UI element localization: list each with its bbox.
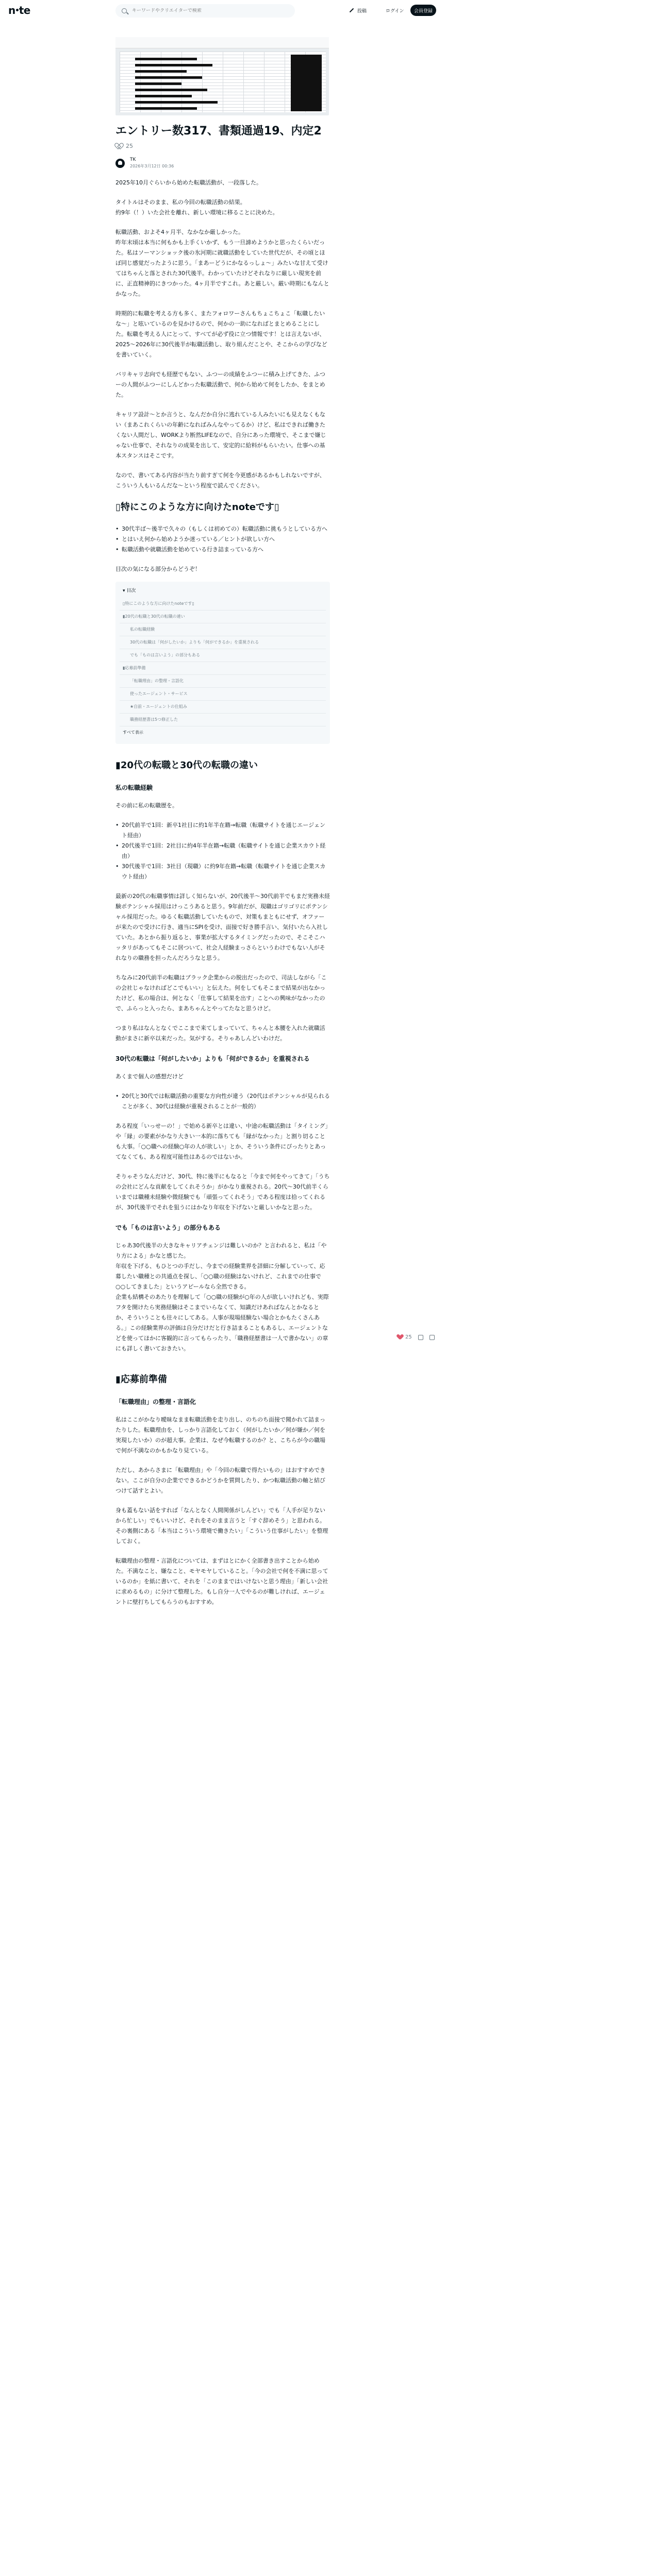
paragraph: その前に私の転職歴を。 — [115, 802, 178, 809]
intro-paragraph: 転職活動、およそ4ヶ月半、なかなか厳しかった。 昨年末頃は本当に何もかも上手くいかず、もう一旦諦めようかと思ったくらいだった。私はソーマンショック後の氷河期に就職活動をしていた世代だが、その頃とほぼ同じ感覚だったように思う。「まあーどうにかなるっしょ～」みたいな甘えて受けてはちゃんと落とされた30代後半。わかっていたけどそれなりに厳しい現実を前に、正直精神的にきつかった。4ヶ月半ですこれ。あと厳しい。厳い時期にもなんとかなった。 — [115, 229, 329, 297]
paragraph: あくまで個人の感想だけど — [115, 1073, 184, 1080]
author-info[interactable] — [115, 157, 174, 169]
toc-lead: 目次の気になる部分からどうぞ！ — [115, 566, 201, 572]
paragraph: 身も蓋もない話をすれば「なんとなく人間関係がしんどい」でも「人手が足りないから忙しい」でもいいけど、それをそのまま言うと「すぐ辞めそう」と思われる。その裏側にある「本当はこういう環境で働きたい」「こういう仕事がしたい」を整理しておく。 — [115, 1507, 328, 1545]
intro-paragraph: 2025年10月ぐらいから始めた転職活動が、一段落した。 — [115, 179, 262, 186]
search-icon — [122, 8, 127, 13]
paragraph: 転職理由の整理・言語化については、まずはとにかく全部書き出すことから始めた。不満なこと、嫌なこと、モヤモヤしていること。「今の会社で何を不満に思っているのか」を紙に書いて、それを「このままではいけないと思う理由」「新しい会社に求めるもの」に分けて整理した。もし自分一人でやるのが難しければ、エージェントに壁打ちしてもらうのもおすすめ。 — [115, 1557, 328, 1605]
heart-icon — [397, 1334, 403, 1340]
target-heading: ▯特にこのような方に向けたnoteです▯ — [115, 502, 279, 513]
section-heading: ▮応募前準備 — [115, 1374, 167, 1385]
floating-like-count: 25 — [405, 1334, 412, 1340]
signup-button[interactable]: 会員登録 — [410, 5, 436, 16]
toc-title[interactable]: ▾ 目次 — [123, 588, 136, 594]
list-item: • 20代後半で1回：2社目に約4年半在籍→転職（転職サイトを通じ企業スカウト経由） — [115, 841, 330, 861]
site-header — [0, 0, 662, 21]
paragraph: ちなみに20代前半の転職はブラック企業からの脱出だったので、司法しながら「この会社じゃなければどこでもいい」と伝えた。何をしてもそこまで結果が出なかったけど、私の場合は、何となく「仕事して結果を出す」ことへの興味がなかったので、ふらっと入ったら、まあちゃんとやってたなと思うけど。 — [115, 974, 327, 1012]
like-count: 25 — [126, 143, 133, 149]
toc-item[interactable]: ▯特にこのような方に向けたnoteです▯ — [120, 598, 326, 611]
section-heading: ▮20代の転職と30代の転職の違い — [115, 760, 258, 771]
avatar[interactable] — [115, 159, 125, 168]
intro-paragraph: キャリア設計〜とか言うと、なんだか自分に逃れている人みたいにも見えなくもない（まあこれくらいの年齢になればみんなやってるか）けど、私はできれば働きたくない人間だし、WORKより断然LIFEなので、自分にあった環境で、そこまで嫌じゃない仕事で、それなりの成果を出して、安定的に給料がもらいたい。仕事への基本スタンスはそこです。 — [115, 411, 326, 459]
search-bar[interactable] — [115, 4, 295, 18]
list-item: • 転職活動や就職活動を始めている行き詰まっている方へ — [115, 545, 330, 555]
paragraph: つまり私はなんとなくでここまで来てしまっていて、ちゃんと本腰を入れた就職活動がまさに新卒以来だった。気がする。そりゃあしんどいわけだ。 — [115, 1025, 325, 1042]
spreadsheet-toolbar — [115, 37, 329, 48]
toc-item[interactable]: でも「ものは言いよう」の部分もある — [120, 649, 326, 662]
subsection-heading: 私の転職経験 — [115, 784, 153, 791]
intro-paragraph: バリキャリ志向でも経歴でもない、ふつーの成績をふつーに積み上げてきた、ふつーの人間がふつーにしんどかった転職活動で、何から始めて何をしたか、をまとめた。 — [115, 371, 325, 398]
toc-item[interactable]: ▮20代の転職と30代の転職の違い — [120, 611, 326, 623]
intro-paragraph: タイトルはそのまま、私の今回の転職活動の結果。 約9年（！）いた会社を離れ、新しい環境に移ることに決めた。 — [115, 199, 278, 216]
paragraph: 最新の20代の転職事情は詳しく知らないが、20代後半〜30代前半でもまだ実務未経験ポテンシャル採用はけっこうあると思う。9年前だが、現職はゴリゴリにポテンシャル採用だった。ゆるく転職活動していたもので、対策もまともにせず、オファーが来たので受けに行き、適当にSPIを受け、面接で好き勝手言い、気付いたら入社していた。あとから振り返ると、事業が拡大するタイミングだったので、そこそこハッタリがあってもそこに居ついて、社会人経験まっさらというわけでもない人がそれなりの職務を担ったんだろうなと思う。 — [115, 893, 330, 961]
intro-paragraph: 時期的に転職を考える方も多く、またフォロワーさんもちょこちょこ「転職したいな〜」と呟いているのを見かけるので、何かの一助になればとまとめることにした。転職を考える人にとって、すべてが必ず役に立つ情報です！とは言えないが、2025〜2026年に30代後半が転職活動し、取り組んだことや、そこからの学びなどを書いていく。 — [115, 310, 327, 358]
note-logo[interactable]: n te — [8, 4, 30, 16]
intro-paragraph: なので、書いてある内容が当たり前すぎて何を今更感があるかもしれないですが、こういう人もいるんだな〜という程度で読んでください。 — [115, 472, 325, 489]
toc-item[interactable]: ▮応募前準備 — [120, 662, 326, 675]
author-name[interactable]: TK — [130, 157, 136, 162]
list-item: • 30代半ば〜後半で久々の（もしくは初めての）転職活動に挑もうとしている方へ — [115, 524, 330, 534]
floating-actions — [397, 1334, 435, 1340]
publish-date: 2026年3月12日 00:36 — [130, 164, 174, 168]
heart-icon — [115, 143, 122, 149]
article-title: エントリー数317、書類通過19、内定2 — [115, 125, 322, 138]
paragraph: ある程度「いっせーの！」で始める新卒とは違い、中途の転職活動は「タイミング」や「縁」の要素がかなり大きい一本的に落ちても「縁がなかった」と割り切ることも大事。「○○職への経験○年の人が欲しい」とか、そういう条件にぴったりとあってなくても、ある程度可能性はあるのではないか。 — [115, 1123, 328, 1160]
toc-item[interactable]: 職務経歴書は5つ修正した — [120, 714, 326, 726]
toc-show-all[interactable]: すべて表示 — [123, 730, 143, 735]
floating-like-button[interactable] — [397, 1334, 412, 1340]
paragraph: そりゃそうなんだけど、30代、特に後半にもなると「今まで何をやってきて」「うちの会社にどんな貢献をしてくれそうか」がかなり重視される。20代〜30代前半くらいまでは職種未経験や微経験でも「頑張ってくれそう」である程度は拾ってくれるが、30代後半でそれを狙うにはかなり年収を下げないと厳しいかなと思った。 — [115, 1173, 330, 1211]
subsection-heading: 「転職理由」の整理・言語化 — [115, 1398, 196, 1405]
list-item: • とはいえ何から始めようか迷っている／ヒントが欲しい方へ — [115, 534, 330, 545]
career-list — [115, 820, 330, 882]
pen-icon — [350, 8, 354, 12]
post-button[interactable] — [349, 5, 367, 16]
target-list — [115, 524, 330, 555]
list-item: • 20代と30代では転職活動の重要な方向性が違う（20代はポテンシャルが見られることが多く、30代は経験が重視されることが一般的） — [115, 1091, 330, 1112]
table-of-contents — [115, 582, 330, 744]
paragraph: じゃあ30代後半の大きなキャリアチェンジは難しいのか？と言われると、私は「やり方による」かなと感じた。 年収を下げる、もひとつの手だし、今までの経験業界を詳細に分解していって、応募したい職種との共通点を探し、「○○職の経験はないけれど、これまでの仕事で○○してきました」というアピールなら全然できる。 企業も結構そのあたりを理解して「○○職の経験が○年の人が欲しいけれども、実際フタを開けたら実務経験はそこまでいらなくて、知識だけあればなんとかなるとか、そういうことも往々にしてある。人事が現場経験ない場合とかもたくさんある。」この経験業界の評価は自分だけだと行き詰まることもあるし、エージェントなどを使ってほかに客観的に言ってもらったり、「職務経歴書は一人で書かない」の章にも詳しく書いておきたい。 — [115, 1242, 329, 1352]
toc-item[interactable]: ★自前・エージェントの仕組み — [120, 701, 326, 714]
login-button[interactable]: ログイン — [386, 8, 404, 14]
subsection-heading: 30代の転職は「何がしたいか」よりも「何ができるか」を重視される — [115, 1055, 310, 1062]
paragraph: 私はここがかなり曖昧なまま転職活動を走り出し、のちのち面接で聞かれて詰まったりした。転職理由を、しっかり言語化しておく（何がしたいか／何が嫌か／何を実現したいか）のが超大事。企業は、なぜ今転職するのか？と、こちらが今の職場で何が不満なのかもかなり見ている。 — [115, 1416, 325, 1454]
share-icon[interactable] — [429, 1335, 435, 1340]
search-input[interactable] — [132, 8, 287, 13]
paragraph: ただし、あからさまに「転職理由」や「今回の転職で得たいもの」はおすすめできない。ここが自分の企業でできるかどうかを質問したり、かつ転職活動の軸と結びつけて話すとよい。 — [115, 1467, 326, 1494]
subsection-heading: でも「ものは言いよう」の部分もある — [115, 1224, 221, 1231]
toc-item[interactable]: 私の転職経験 — [120, 623, 326, 636]
like-summary[interactable] — [115, 143, 133, 149]
hero-image — [115, 37, 329, 115]
toc-item[interactable]: 使ったエージェント・サービス — [120, 688, 326, 701]
note-list — [115, 1091, 330, 1112]
toc-item[interactable]: 「転職理由」の整理・言語化 — [120, 675, 326, 688]
list-item: • 20代前半で1回：新卒1社目に約1年半在籍→転職（転職サイトを通じエージェント経由） — [115, 820, 330, 841]
comment-icon[interactable] — [418, 1335, 423, 1340]
list-item: • 30代後半で1回：3社目（現職）に約9年在籍→転職（転職サイトを通じ企業スカウト経由） — [115, 861, 330, 882]
post-label: 投稿 — [357, 8, 367, 14]
toc-item[interactable]: 30代の転職は「何がしたいか」よりも「何ができるか」を重視される — [120, 636, 326, 649]
article-body — [115, 178, 330, 1617]
